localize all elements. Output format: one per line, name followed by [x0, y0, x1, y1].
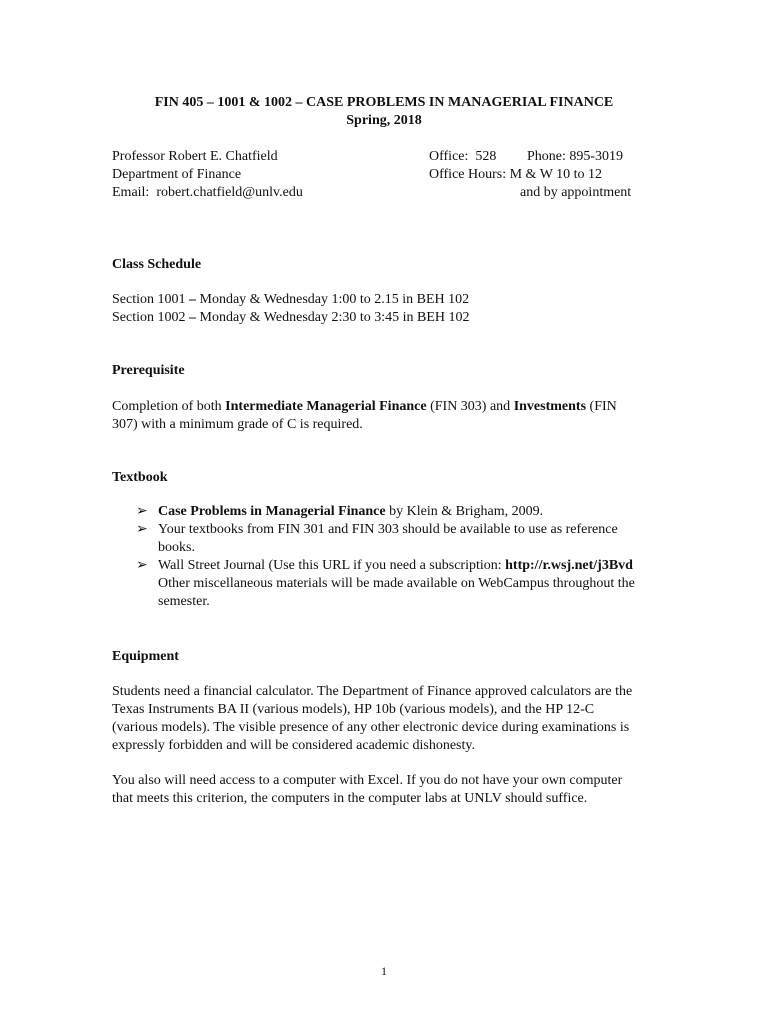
prerequisite-text-line: 307) with a minimum grade of C is required. [112, 417, 363, 432]
equipment-paragraph-line: that meets this criterion, the computers in the computer labs at UNLV should suffice. [112, 791, 588, 806]
arrow-bullet-icon: ➢ [136, 522, 148, 537]
equipment-paragraph-line: expressly forbidden and will be considered academic dishonesty. [112, 738, 475, 753]
textbook-item: Your textbooks from FIN 301 and FIN 303 should be available to use as reference [158, 522, 618, 537]
page-number: 1 [381, 964, 387, 978]
equipment-paragraph-line: (various models). The visible presence of any other electronic device during examinations is [112, 720, 630, 735]
department-name: Department of Finance [112, 167, 242, 182]
wsj-text: Wall Street Journal (Use this URL if you need a subscription: [158, 558, 506, 573]
arrow-bullet-icon: ➢ [136, 558, 148, 573]
email-line [112, 184, 303, 202]
document-title: FIN 405 – 1001 & 1002 – CASE PROBLEMS IN MANAGERIAL FINANCE [154, 95, 614, 110]
schedule-line [112, 309, 470, 327]
schedule-section: Section 1001 [112, 292, 186, 307]
textbook-item [158, 557, 633, 575]
email-label: Email: [112, 185, 150, 200]
office-label: Office: [429, 149, 469, 164]
textbook-note-continued: semester. [158, 594, 210, 609]
prerequisite-text: Completion of both [112, 399, 226, 414]
prerequisite-text: (FIN 303) and [426, 399, 514, 414]
schedule-separator: – [185, 292, 200, 307]
schedule-line [112, 291, 469, 309]
textbook-item [158, 503, 543, 521]
office-hours-line [429, 166, 602, 184]
equipment-paragraph-line: You also will need access to a computer with Excel. If you do not have your own computer [112, 773, 623, 788]
wsj-subscription-link[interactable]: http://r.wsj.net/j3Bvd [505, 558, 633, 573]
textbook-item-continued: books. [158, 540, 195, 555]
professor-name: Professor Robert E. Chatfield [112, 149, 278, 164]
equipment-paragraph-line: Texas Instruments BA II (various models), HP 10b (various models), and the HP 12-C [112, 702, 595, 717]
phone-label: Phone: [527, 149, 566, 164]
schedule-section: Section 1002 [112, 310, 186, 325]
textbook-heading: Textbook [112, 470, 168, 485]
textbook-note: Other miscellaneous materials will be made available on WebCampus throughout the [158, 576, 635, 591]
prerequisite-text: (FIN [586, 399, 617, 414]
phone-line [527, 148, 623, 166]
office-hours-label: Office Hours: [429, 167, 507, 182]
schedule-text: Monday & Wednesday 1:00 to 2.15 in BEH 102 [199, 292, 470, 307]
textbook-author: by Klein & Brigham, 2009. [385, 504, 544, 519]
office-hours-value: M & W 10 to 12 [509, 167, 603, 182]
textbook-title: Case Problems in Managerial Finance [158, 504, 386, 519]
schedule-text: Monday & Wednesday 2:30 to 3:45 in BEH 102 [199, 310, 470, 325]
office-hours-extra: and by appointment [520, 185, 632, 200]
course-name-investments: Investments [513, 399, 587, 414]
schedule-heading: Class Schedule [112, 257, 202, 272]
equipment-paragraph-line: Students need a financial calculator. The Department of Finance approved calculators are the [112, 684, 633, 699]
prerequisite-text-line [112, 398, 617, 416]
schedule-separator: – [185, 310, 200, 325]
office-line [429, 148, 496, 166]
office-number: 528 [475, 149, 497, 164]
equipment-heading: Equipment [112, 649, 179, 664]
course-name-intermediate: Intermediate Managerial Finance [225, 399, 427, 414]
phone-number: 895-3019 [569, 149, 624, 164]
arrow-bullet-icon: ➢ [136, 504, 148, 519]
prerequisite-heading: Prerequisite [112, 363, 185, 378]
email-address: robert.chatfield@unlv.edu [156, 185, 303, 200]
document-term: Spring, 2018 [346, 113, 422, 128]
